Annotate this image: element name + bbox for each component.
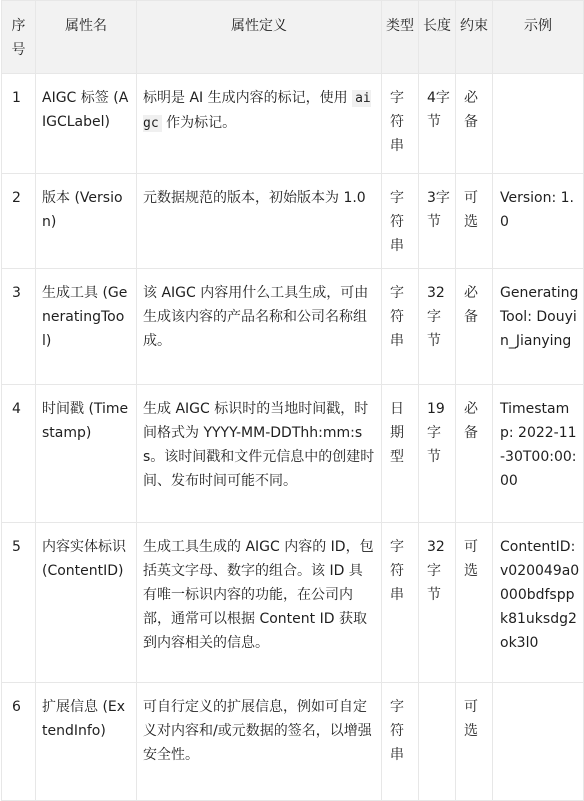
cell-constraint: 可选 <box>456 523 493 683</box>
cell-length: 32字节 <box>419 523 456 683</box>
header-type: 类型 <box>382 1 419 74</box>
cell-length: 4字节 <box>419 74 456 174</box>
cell-length <box>419 683 456 801</box>
cell-example: ContentID: v020049a0000bdfsppk81uksdg2ok3l0 <box>493 523 584 683</box>
cell-example <box>493 74 584 174</box>
cell-definition: 生成 AIGC 标识时的当地时间戳，时间格式为 YYYY-MM-DDThh:mm:ss。该时间戳和文件元信息中的创建时间、发布时间可能不同。 <box>137 385 382 523</box>
table-row <box>2 523 584 683</box>
cell-index: 1 <box>2 74 36 174</box>
cell-name: 内容实体标识 (ContentID) <box>36 523 137 683</box>
header-length: 长度 <box>419 1 456 74</box>
definition-text: 标明是 AI 生成内容的标记，使用 <box>143 90 353 106</box>
inline-code: aigc <box>143 91 371 131</box>
cell-name: 扩展信息 (ExtendInfo) <box>36 683 137 801</box>
cell-name: AIGC 标签 (AIGCLabel) <box>36 74 137 174</box>
cell-example: Generating Tool: Douyin_Jianying <box>493 269 584 385</box>
cell-constraint: 必备 <box>456 74 493 174</box>
cell-index: 4 <box>2 385 36 523</box>
table-row <box>2 683 584 801</box>
cell-length: 32字节 <box>419 269 456 385</box>
cell-type: 字符串 <box>382 174 419 269</box>
cell-name: 生成工具 (GeneratingTool) <box>36 269 137 385</box>
cell-definition: 该 AIGC 内容用什么工具生成，可由生成该内容的产品名称和公司名称组成。 <box>137 269 382 385</box>
cell-index: 5 <box>2 523 36 683</box>
table-row <box>2 74 584 174</box>
table-row <box>2 385 584 523</box>
cell-index: 2 <box>2 174 36 269</box>
definition-text: 作为标记。 <box>161 115 237 131</box>
cell-type: 字符串 <box>382 74 419 174</box>
table-row <box>2 269 584 385</box>
cell-example: Version: 1.0 <box>493 174 584 269</box>
header-example: 示例 <box>493 1 584 74</box>
cell-definition: 可自行定义的扩展信息，例如可自定义对内容和/或元数据的签名，以增强安全性。 <box>137 683 382 801</box>
table-header-row <box>2 1 584 74</box>
cell-type: 字符串 <box>382 269 419 385</box>
cell-constraint: 必备 <box>456 269 493 385</box>
cell-constraint: 必备 <box>456 385 493 523</box>
cell-length: 3字节 <box>419 174 456 269</box>
cell-example: Timestamp: 2022-11-30T00:00:00 <box>493 385 584 523</box>
cell-definition <box>137 74 382 174</box>
header-name: 属性名 <box>36 1 137 74</box>
cell-definition: 生成工具生成的 AIGC 内容的 ID，包括英文字母、数字的组合。该 ID 具有唯一标识内容的功能，在公司内部，通常可以根据 Content ID 获取到内容相关的信息。 <box>137 523 382 683</box>
cell-name: 版本 (Version) <box>36 174 137 269</box>
header-constraint: 约束 <box>456 1 493 74</box>
cell-index: 6 <box>2 683 36 801</box>
table-row <box>2 174 584 269</box>
attribute-table <box>1 0 584 801</box>
cell-length: 19字节 <box>419 385 456 523</box>
cell-constraint: 可选 <box>456 174 493 269</box>
cell-definition: 元数据规范的版本，初始版本为 1.0 <box>137 174 382 269</box>
header-definition: 属性定义 <box>137 1 382 74</box>
cell-constraint: 可选 <box>456 683 493 801</box>
header-index: 序号 <box>2 1 36 74</box>
cell-type: 日期型 <box>382 385 419 523</box>
cell-type: 字符串 <box>382 683 419 801</box>
cell-name: 时间戳 (Timestamp) <box>36 385 137 523</box>
cell-index: 3 <box>2 269 36 385</box>
cell-example <box>493 683 584 801</box>
cell-type: 字符串 <box>382 523 419 683</box>
